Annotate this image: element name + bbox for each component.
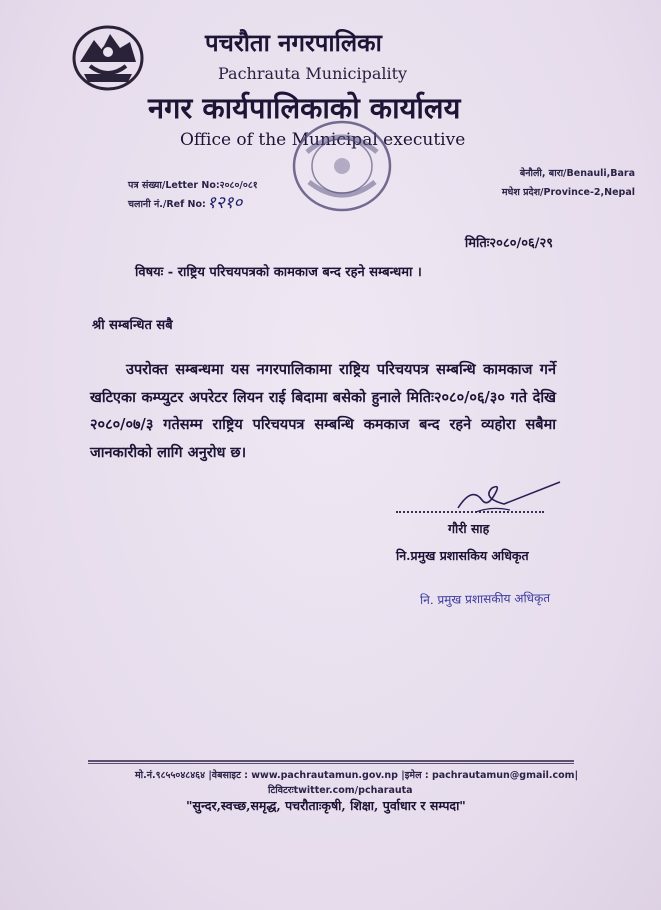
address-line-1: बेनौली, बारा/Benauli,Bara [519, 168, 635, 179]
ref-number-value: १२१० [207, 193, 243, 213]
salutation: श्री सम्बन्धित सबै [92, 318, 173, 333]
municipality-name-en: Pachrauta Municipality [218, 64, 408, 83]
footer-slogan: "सुन्दर,स्वच्छ,समृद्ध, पचरौताःकृषी, शिक्षा, पुर्वाधार र सम्पदा" [186, 798, 466, 813]
office-seal-stamp [287, 112, 397, 220]
designation-stamp: नि. प्रमुख प्रशासकीय अधिकृत [419, 590, 551, 608]
letter-body: उपरोक्त सम्बन्धमा यस नगरपालिकामा राष्ट्रिय परिचयपत्र सम्बन्धि कामकाज गर्ने खटिएका कम्प्युटर अपरेटर लियन राई बिदामा बसेको हुनाले मितिः२०८०/०६/३० गते देखि २०८०/०७/३ गतेसम्म राष्ट्रिय परिचयपत्र सम्बन्धि कमकाज बन्द रहने व्यहोरा सबैमा जानकारीको लागि अनुरोध छ। [90, 361, 556, 461]
address-line-2: मधेश प्रदेश/Province-2,Nepal [501, 187, 635, 198]
letter-number: पत्र संख्या/Letter No:२०८०/०८१ [128, 180, 258, 191]
footer-contact: मो.नं.९८५५०४८४६४ |वेबसाइट : www.pachrautamun.gov.np |इमेल : pachrautamun@gmail.com| [135, 770, 579, 781]
signer-name: गौरी साह [448, 521, 490, 536]
letter-date: मितिः२०८०/०६/२९ [464, 236, 553, 251]
handwritten-signature [452, 478, 562, 518]
municipality-name-ne: पचरौता नगरपालिका [205, 28, 382, 57]
office-name-ne: नगर कार्यपालिकाको कार्यालय [148, 91, 461, 125]
footer-divider-thin [88, 763, 574, 764]
office-name-en: Office of the Municipal executive [180, 130, 466, 150]
footer-twitter: टिविटरःtwitter.com/pcharauta [268, 785, 413, 796]
signer-title: नि.प्रमुख प्रशासकिय अधिकृत [396, 548, 529, 563]
ref-number-label: चलानी नं./Ref No: [128, 199, 206, 210]
nepal-emblem-icon [70, 22, 146, 92]
letter-subject: विषयः - राष्ट्रिय परिचयपत्रको कामकाज बन्द रहने सम्बन्धमा । [135, 265, 422, 280]
footer-divider [88, 760, 574, 762]
